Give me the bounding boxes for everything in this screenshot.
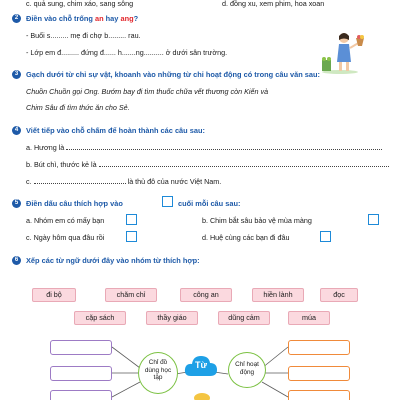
group-activities: Chỉ hoạt động [228, 352, 266, 388]
answer-box-left-2[interactable] [50, 366, 112, 381]
word-chip[interactable]: đi bộ [32, 288, 76, 302]
q5-title-blank-box [162, 196, 173, 207]
q6-number: 6 [12, 256, 21, 265]
option-d-prev: d. đồng xu, xem phim, hoa xoan [222, 0, 325, 8]
q3-sentence-line1: Chuồn Chuồn gọi Ong. Bướm bay đi tìm thuốc chữa vết thương còn Kiến và [26, 87, 269, 96]
answer-box-right-1[interactable] [288, 340, 350, 355]
center-word: Từ [194, 360, 207, 370]
q5-answer-box-b[interactable] [368, 214, 379, 225]
q2-line2: - Lớp em đ......... đứng đ...... h.......ng.......... ở dưới sân trường. [26, 48, 228, 57]
q6-title: Xếp các từ ngữ dưới đây vào nhóm từ thích hợp: [26, 256, 200, 265]
word-chip[interactable]: múa [288, 311, 330, 325]
word-chip[interactable]: hiền lành [252, 288, 304, 302]
q5-sentence-b: b. Chim bắt sâu bảo vệ mùa màng [202, 216, 312, 225]
q3-number: 3 [12, 70, 21, 79]
q5-sentence-d: d. Huệ cùng các bạn đi đâu [202, 233, 290, 242]
word-chip[interactable]: công an [180, 288, 232, 302]
answer-box-left-1[interactable] [50, 340, 112, 355]
option-c-prev: c. quả sung, chim xáo, sang sông [26, 0, 134, 8]
q4-title: Viết tiếp vào chỗ chấm để hoàn thành các câu sau: [26, 126, 205, 135]
q5-title-part1: Điền dấu câu thích hợp vào [26, 199, 123, 208]
word-chip[interactable]: chăm chỉ [105, 288, 157, 302]
q5-number: 5 [12, 199, 21, 208]
q5-answer-box-c[interactable] [126, 231, 137, 242]
q5-answer-box-d[interactable] [320, 231, 331, 242]
answer-box-right-3[interactable] [288, 390, 350, 400]
group-study-tools: Chỉ đồ dùng học tập [138, 352, 178, 394]
q2-number: 2 [12, 14, 21, 23]
q4-line-b[interactable]: b. Bút chì, thước kẻ là [26, 160, 389, 169]
bottom-node-partial [194, 393, 210, 400]
q2-title: Điền vào chỗ trống an hay ang? [26, 14, 139, 23]
word-chip[interactable]: dũng cảm [218, 311, 270, 325]
q4-line-c[interactable]: c. là thủ đô của nước Việt Nam. [26, 177, 222, 186]
answer-box-left-3[interactable] [50, 390, 112, 400]
word-chip[interactable]: đọc [320, 288, 358, 302]
q5-answer-box-a[interactable] [126, 214, 137, 225]
answer-box-right-2[interactable] [288, 366, 350, 381]
girl-with-basket-illustration [320, 28, 368, 76]
q4-number: 4 [12, 126, 21, 135]
q2-line1: - Buổi s......... mẹ đi chợ b......... rau. [26, 31, 141, 40]
q5-title-part2: cuối mỗi câu sau: [178, 199, 241, 208]
word-chip[interactable]: cặp sách [74, 311, 126, 325]
q3-sentence-line2: Chim Sâu đi tìm thức ăn cho Sẻ. [26, 103, 130, 112]
q3-title: Gạch dưới từ chỉ sự vật, khoanh vào những từ chỉ hoạt động có trong câu văn sau: [26, 70, 320, 79]
word-chip[interactable]: thầy giáo [146, 311, 198, 325]
q4-line-a[interactable]: a. Hương là [26, 143, 382, 152]
q5-sentence-a: a. Nhóm em có mấy bạn [26, 216, 105, 225]
q5-sentence-c: c. Ngày hôm qua đâu rồi [26, 233, 105, 242]
